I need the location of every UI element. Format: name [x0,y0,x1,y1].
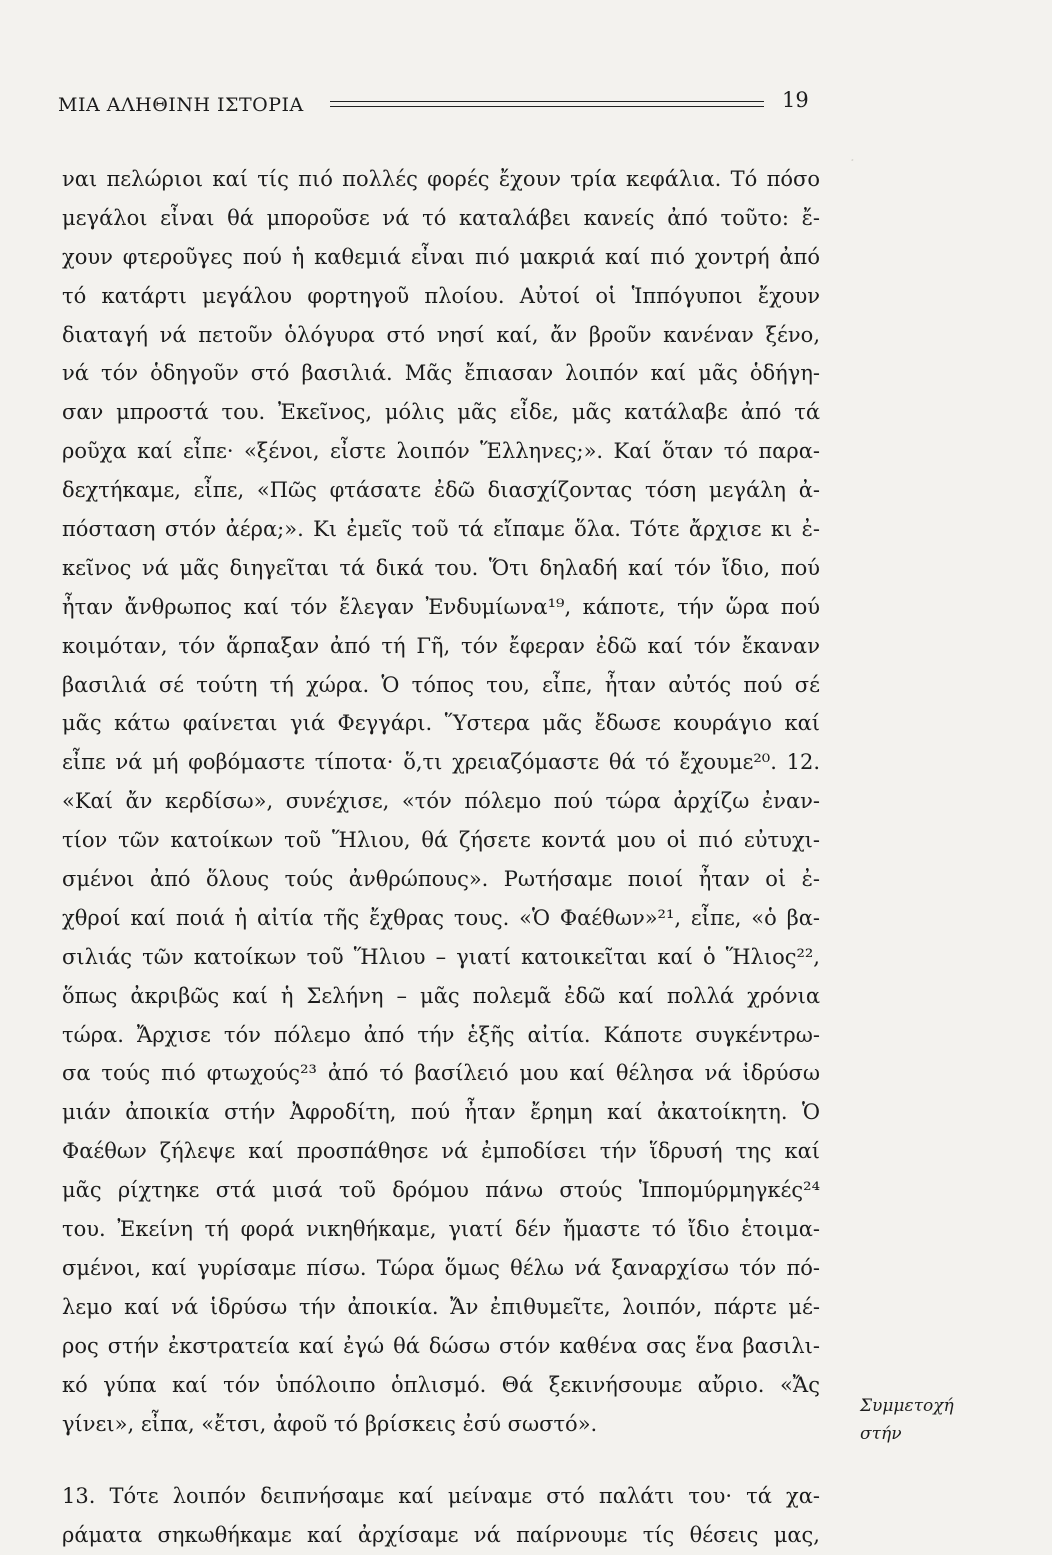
text-line: μᾶς ρίχτηκε στά μισά τοῦ δρόμου πάνω στούς Ἱππομύρμηγκές²⁴ [62,1178,820,1203]
margin-note [860,1392,1030,1448]
margin-note-line: στήν [860,1424,902,1444]
main-paragraph [62,160,820,1443]
text-line: σιλιάς τῶν κατοίκων τοῦ Ἥλιου – γιατί κατοικεῖται καί ὁ Ἥλιος²², [62,944,820,969]
text-line: μιάν ἀποικία στήν Ἀφροδίτη, πού ἦταν ἔρημη καί ἀκατοίκητη. Ὁ [62,1100,820,1125]
text-line: μεγάλοι εἶναι θά μποροῦσε νά τό καταλάβει κανείς ἀπό τοῦτο: ἔ- [62,205,820,230]
text-line: κό γύπα καί τόν ὑπόλοιπο ὁπλισμό. Θά ξεκινήσουμε αὔριο. «Ἄς [62,1372,820,1397]
text-line: τό κατάρτι μεγάλου φορτηγοῦ πλοίου. Αὐτοί οἱ Ἱππόγυποι ἔχουν [62,283,820,308]
text-line: πόσταση στόν ἀέρα;». Κι ἐμεῖς τοῦ τά εἴπαμε ὅλα. Τότε ἄρχισε κι ἐ- [62,517,820,542]
section-13-paragraph [62,1477,820,1555]
text-line: ροῦχα καί εἶπε· «ξένοι, εἶστε λοιπόν Ἕλληνες;». Καί ὅταν τό παρα- [62,439,820,464]
text-line: σμένοι, καί γυρίσαμε πίσω. Τώρα ὅμως θέλω νά ξαναρχίσω τόν πό- [62,1255,820,1280]
text-line: διαταγή νά πετοῦν ὁλόγυρα στό νησί καί, ἄν βροῦν κανέναν ξένο, [62,322,820,347]
header-rule [330,101,764,107]
margin-note-line: Συμμετοχή [860,1396,954,1416]
text-line: δεχτήκαμε, εἶπε, «Πῶς φτάσατε ἐδῶ διασχίζοντας τόση μεγάλη ἀ- [62,478,820,503]
text-line: εἶπε νά μή φοβόμαστε τίποτα· ὅ,τι χρειαζόμαστε θά τό ἔχουμε²⁰. 12. [62,750,820,775]
text-line: κοιμόταν, τόν ἅρπαξαν ἀπό τή Γῆ, τόν ἔφεραν ἐδῶ καί τόν ἔκαναν [62,633,820,658]
running-title: ΜΙΑ ΑΛΗΘΙΝΗ ΙΣΤΟΡΙΑ [58,94,304,116]
text-line: τώρα. Ἄρχισε τόν πόλεμο ἀπό τήν ἑξῆς αἰτία. Κάποτε συγκέντρω- [62,1022,820,1047]
text-line: του. Ἐκείνη τή φορά νικηθήκαμε, γιατί δέν ἤμαστε τό ἴδιο ἑτοιμα- [62,1217,820,1242]
text-line: «Καί ἄν κερδίσω», συνέχισε, «τόν πόλεμο πού τώρα ἀρχίζω ἐναν- [62,789,820,814]
text-line: κεῖνος νά μᾶς διηγεῖται τά δικά του. Ὅτι δηλαδή καί τόν ἴδιο, πού [62,555,820,580]
text-line: ρος στήν ἐκστρατεία καί ἐγώ θά δώσω στόν καθένα σας ἕνα βασιλι- [62,1333,820,1358]
text-line: χουν φτεροῦγες πού ἡ καθεμιά εἶναι πιό μακριά καί πιό χοντρή ἀπό [62,244,820,269]
text-line: μᾶς κάτω φαίνεται γιά Φεγγάρι. Ὕστερα μᾶς ἔδωσε κουράγιο καί [62,711,820,736]
text-line: 13. Τότε λοιπόν δειπνήσαμε καί μείναμε στό παλάτι του· τά χα- [62,1484,820,1509]
text-line: βασιλιά σέ τούτη τή χώρα. Ὁ τόπος του, εἶπε, ἦταν αὐτός πού σέ [62,672,820,697]
text-line: χθροί καί ποιά ἡ αἰτία τῆς ἔχθρας τους. «Ὁ Φαέθων»²¹, εἶπε, «ὁ βα- [62,905,820,930]
text-line: ναι πελώριοι καί τίς πιό πολλές φορές ἔχουν τρία κεφάλια. Τό πόσο [62,167,820,191]
text-line: Φαέθων ζήλεψε καί προσπάθησε νά ἐμποδίσει τήν ἵδρυσή της καί [62,1139,820,1164]
text-line: ἦταν ἄνθρωπος καί τόν ἔλεγαν Ἐνδυμίωνα¹⁹, κάποτε, τήν ὥρα πού [62,594,820,619]
text-line: ράματα σηκωθήκαμε καί ἀρχίσαμε νά παίρνουμε τίς θέσεις μας, [62,1523,820,1548]
text-line: ὅπως ἀκριβῶς καί ἡ Σελήνη – μᾶς πολεμᾶ ἐδῶ καί πολλά χρόνια [62,983,820,1008]
text-line: τίον τῶν κατοίκων τοῦ Ἥλιου, θά ζήσετε κοντά μου οἱ πιό εὐτυχι- [62,828,820,853]
text-line: νά τόν ὁδηγοῦν στό βασιλιά. Μᾶς ἔπιασαν λοιπόν καί μᾶς ὁδήγη- [62,361,820,386]
paragraph-gap [62,1443,820,1477]
page-number: 19 [782,88,809,112]
body-text [62,160,820,1555]
text-line: σα τούς πιό φτωχούς²³ ἀπό τό βασίλειό μου καί θέλησα νά ἱδρύσω [62,1061,820,1086]
text-line: λεμο καί νά ἱδρύσω τήν ἀποικία. Ἄν ἐπιθυμεῖτε, λοιπόν, πάρτε μέ- [62,1294,820,1319]
bleed-through-text: · [850,151,855,169]
text-line: γίνει», εἶπα, «ἔτσι, ἀφοῦ τό βρίσκεις ἐσύ σωστό». [62,1411,598,1436]
text-line: σμένοι ἀπό ὅλους τούς ἀνθρώπους». Ρωτήσαμε ποιοί ἦταν οἱ ἐ- [62,867,820,892]
text-line: σαν μπροστά του. Ἐκεῖνος, μόλις μᾶς εἶδε, μᾶς κατάλαβε ἀπό τά [62,400,820,425]
